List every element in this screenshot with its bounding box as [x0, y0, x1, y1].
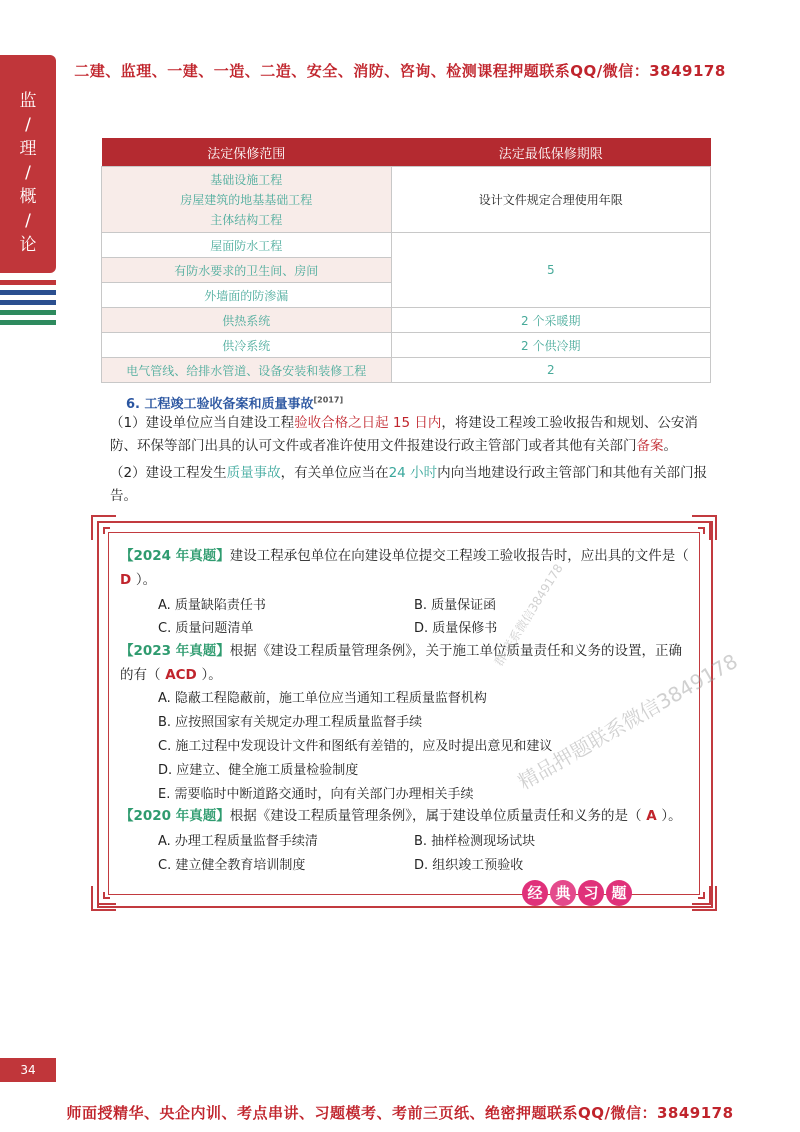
top-promo-banner: 二建、监理、一建、一造、二造、安全、消防、咨询、检测课程押题联系QQ/微信：3849178	[74, 62, 726, 80]
option: C. 质量问题清单	[158, 621, 254, 636]
question-answer: ACD	[160, 667, 202, 683]
table-cell-period: 2	[391, 358, 710, 383]
badge-char: 习	[578, 880, 604, 906]
table-cell-scope: 基础设施工程 房屋建筑的地基基础工程 主体结构工程	[102, 167, 392, 233]
option: D. 组织竣工预验收	[414, 858, 524, 873]
table-cell-scope: 电气管线、给排水管道、设备安装和装修工程	[102, 358, 392, 383]
page-number: 34	[0, 1058, 56, 1082]
paragraph-2	[110, 462, 710, 508]
p2-text-cont: ，有关单位应当在	[280, 465, 389, 481]
question-year-tag: 【2020 年真题】	[120, 808, 230, 824]
exercise-question-3	[120, 804, 700, 828]
option: B. 应按照国家有关规定办理工程质量监督手续	[158, 715, 423, 730]
question-stem-end: ）。	[201, 667, 222, 683]
exercise-question-2	[120, 639, 690, 687]
question-year-tag: 【2024 年真题】	[120, 548, 230, 564]
chapter-label: 监 / 理 / 概 / 论	[19, 91, 37, 255]
option: C. 建立健全教育培训制度	[158, 858, 306, 873]
p1-highlight-filing: 备案	[636, 438, 664, 454]
table-cell-scope: 屋面防水工程	[102, 233, 392, 258]
classic-exercises-badge	[522, 880, 634, 906]
corner-ornament-icon	[90, 884, 118, 912]
p2-highlight-accident: 质量事故	[226, 465, 281, 481]
option: B. 抽样检测现场试块	[414, 834, 536, 849]
question-answer: D	[120, 572, 136, 588]
stripe-blue-2	[0, 300, 56, 305]
option: D. 应建立、健全施工质量检验制度	[158, 763, 359, 778]
chapter-side-tab	[0, 55, 56, 273]
warranty-period-table	[101, 138, 711, 383]
p2-highlight-hours: 24 小时	[388, 465, 438, 481]
watermark: 精品押题联系微信3849178	[514, 648, 742, 795]
table-cell-scope: 供热系统	[102, 308, 392, 333]
question-stem: 根据《建设工程质量管理条例》，属于建设单位质量责任和义务的是（	[229, 808, 642, 824]
option: A. 隐蔽工程隐蔽前，施工单位应当通知工程质量监督机构	[158, 691, 487, 706]
option: D. 质量保修书	[414, 621, 498, 636]
section-title	[126, 393, 343, 412]
question-stem: 建设工程承包单位在向建设单位提交工程竣工验收报告时，应出具的文件是（	[229, 548, 689, 564]
p2-text: （2）建设工程发生	[110, 465, 227, 481]
table-header-period: 法定最低保修期限	[391, 138, 710, 167]
table-cell-scope: 供冷系统	[102, 333, 392, 358]
corner-ornament-icon	[90, 514, 118, 542]
table-cell-scope: 有防水要求的卫生间、房间	[102, 258, 392, 283]
table-header-scope: 法定保修范围	[102, 138, 392, 167]
table-cell-scope: 外墙面的防渗漏	[102, 283, 392, 308]
p1-text-cont: ，将建设工程竣工验收报告和规划、公安消防、环保等部门出具的认可文件或者准许使用文件报建设行政主管部门或者其他有关部门	[110, 415, 698, 454]
corner-ornament-icon	[690, 884, 718, 912]
table-cell-period: 2 个采暖期	[391, 308, 710, 333]
option: E. 需要临时中断道路交通时，向有关部门办理相关手续	[158, 787, 474, 802]
table-cell-period: 5	[391, 233, 710, 308]
p2-end: 内向当地建设行政主管部门和其他有关部门报告。	[110, 465, 708, 504]
stripe-red	[0, 280, 56, 285]
question-stem: 根据《建设工程质量管理条例》，关于施工单位质量责任和义务的设置，正确的有（	[120, 643, 683, 683]
table-cell-period: 设计文件规定合理使用年限	[391, 167, 710, 233]
question-stem-end: ）。	[661, 808, 682, 824]
p1-end: 。	[663, 438, 677, 454]
question-year-tag: 【2023 年真题】	[120, 643, 230, 659]
stripe-green	[0, 310, 56, 315]
option: C. 施工过程中发现设计文件和图纸有差错的，应及时提出意见和建议	[158, 739, 553, 754]
p1-highlight-deadline: 验收合格之日起 15 日内	[294, 415, 442, 431]
stripe-green-2	[0, 320, 56, 325]
badge-char: 题	[606, 880, 632, 906]
corner-ornament-icon	[690, 514, 718, 542]
option: B. 质量保证函	[414, 598, 497, 613]
badge-char: 经	[522, 880, 548, 906]
exercise-question-1	[120, 544, 690, 592]
bottom-promo-banner: 师面授精华、央企内训、考点串讲、习题模考、考前三页纸、绝密押题联系QQ/微信：3849178	[66, 1104, 734, 1122]
watermark: 群·联系微信3849178	[491, 561, 566, 669]
question-stem-end: ）。	[135, 572, 157, 588]
question-answer: A	[641, 808, 662, 824]
section-title-text: 6. 工程竣工验收备案和质量事故	[126, 397, 314, 412]
stripe-blue	[0, 290, 56, 295]
option: A. 办理工程质量监督手续清	[158, 834, 318, 849]
section-year-tag: [2017]	[313, 395, 344, 405]
table-cell-period: 2 个供冷期	[391, 333, 710, 358]
badge-char: 典	[550, 880, 576, 906]
p1-text: （1）建设单位应当自建设工程	[110, 415, 295, 431]
paragraph-1	[110, 412, 710, 458]
option: A. 质量缺陷责任书	[158, 598, 266, 613]
